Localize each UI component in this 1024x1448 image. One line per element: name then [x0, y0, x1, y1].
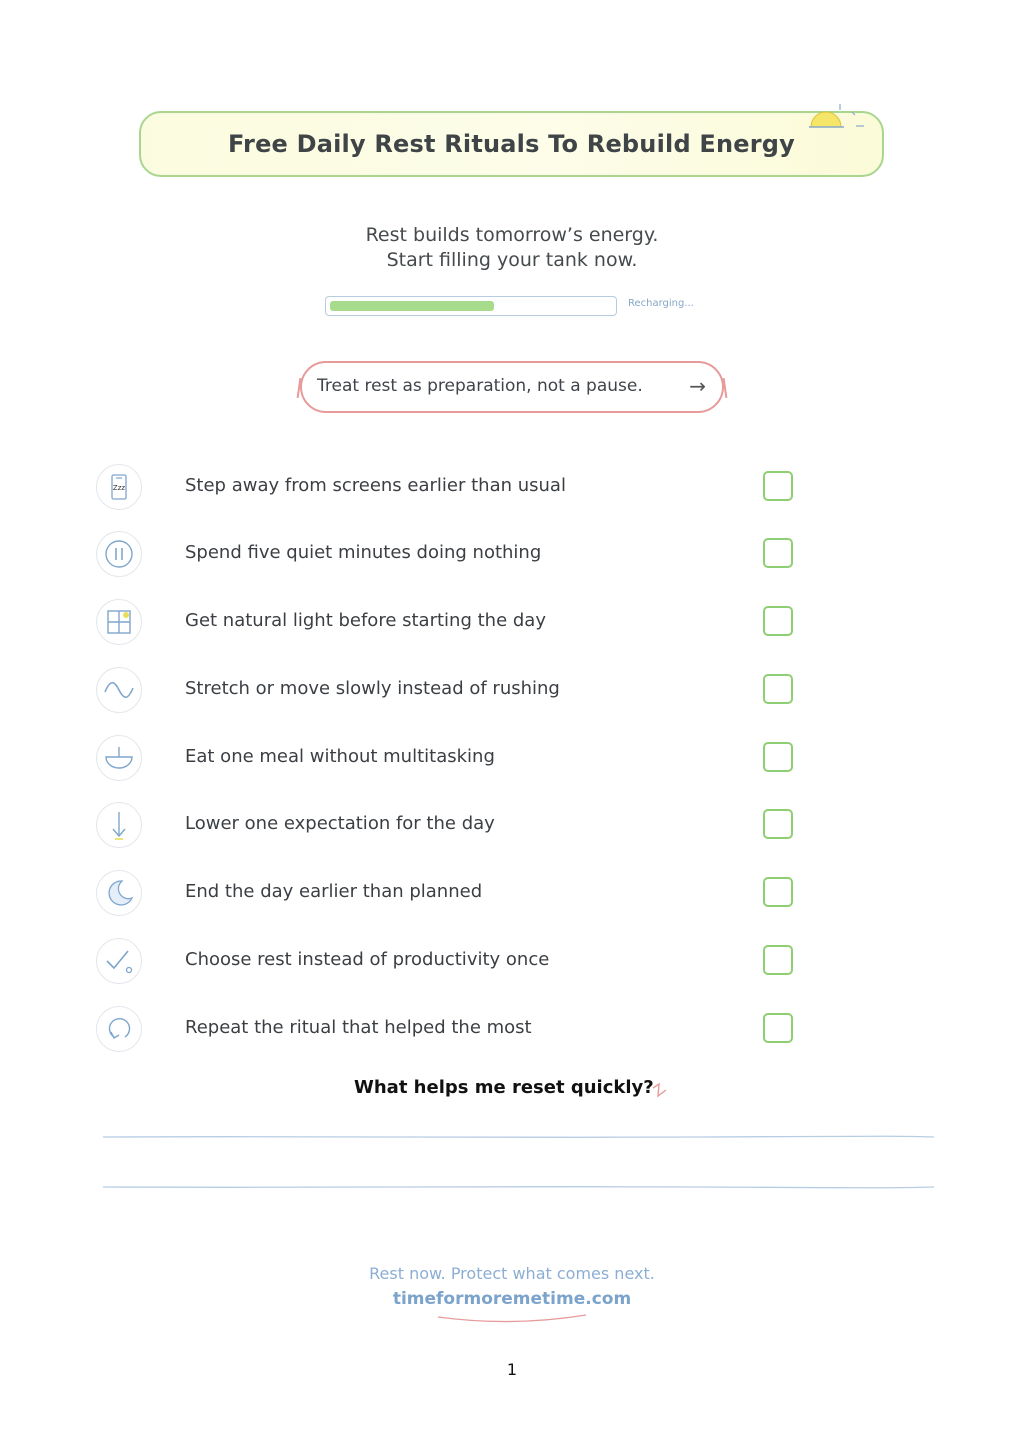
ritual-label: Repeat the ritual that helped the most: [185, 1017, 532, 1038]
wave-icon: [96, 667, 142, 713]
ritual-item: [96, 870, 806, 918]
ritual-item: [96, 802, 806, 850]
ritual-label: Step away from screens earlier than usual: [185, 475, 566, 496]
arrow-right-icon: →: [689, 374, 706, 398]
url-underline: [436, 1313, 588, 1325]
writing-line[interactable]: [103, 1184, 934, 1190]
intro-text: [0, 223, 1024, 273]
ritual-label: End the day earlier than planned: [185, 881, 483, 902]
ritual-label: Get natural light before starting the day: [185, 610, 546, 631]
ritual-item: [96, 599, 806, 647]
ritual-item: [96, 1006, 806, 1054]
ritual-label: Choose rest instead of productivity once: [185, 949, 550, 970]
ritual-label: Stretch or move slowly instead of rushing: [185, 678, 560, 699]
page-title: Free Daily Rest Rituals To Rebuild Energy: [227, 130, 796, 158]
ritual-label: Eat one meal without multitasking: [185, 746, 495, 767]
quote-tick-right: [723, 378, 728, 398]
reflection-question: What helps me reset quickly?: [354, 1077, 654, 1098]
repeat-icon: [96, 1006, 142, 1052]
sunrise-icon: [808, 100, 868, 134]
window-light-icon: [96, 599, 142, 645]
moon-icon: [96, 870, 142, 916]
title-banner: [139, 111, 884, 177]
ritual-checkbox[interactable]: [763, 1013, 793, 1043]
progress-fill: [330, 301, 494, 311]
ritual-checkbox[interactable]: [763, 809, 793, 839]
ritual-item: [96, 735, 806, 783]
ritual-checkbox[interactable]: [763, 538, 793, 568]
energy-progress-bar: [325, 296, 617, 316]
quote-tick-left: [297, 378, 302, 398]
checkmark-icon: [96, 938, 142, 984]
quote-text: Treat rest as preparation, not a pause.: [317, 376, 643, 396]
svg-text:Zzz: Zzz: [112, 484, 126, 492]
phone-sleep-icon: [96, 464, 142, 510]
ritual-checkbox[interactable]: [763, 877, 793, 907]
quote-banner: [300, 361, 724, 413]
ritual-checkbox[interactable]: [763, 742, 793, 772]
ritual-checkbox[interactable]: [763, 471, 793, 501]
pause-icon: [96, 531, 142, 577]
ritual-label: Lower one expectation for the day: [185, 813, 495, 834]
intro-line-1: Rest builds tomorrow’s energy.: [365, 224, 659, 246]
ritual-item: [96, 667, 806, 715]
footer-url-link[interactable]: timeformoremetime.com: [392, 1289, 632, 1309]
footer-tagline: Rest now. Protect what comes next.: [369, 1264, 655, 1283]
ritual-item: [96, 531, 806, 579]
ritual-checkbox[interactable]: [763, 606, 793, 636]
writing-line[interactable]: [103, 1134, 934, 1140]
ritual-checkbox[interactable]: [763, 945, 793, 975]
ritual-item: [96, 464, 806, 512]
bowl-icon: [96, 735, 142, 781]
zigzag-icon: [650, 1080, 670, 1100]
intro-line-2: Start filling your tank now.: [386, 249, 638, 271]
arrow-down-icon: [96, 802, 142, 848]
page-number: 1: [506, 1360, 518, 1379]
ritual-item: [96, 938, 806, 986]
ritual-checkbox[interactable]: [763, 674, 793, 704]
ritual-label: Spend five quiet minutes doing nothing: [185, 542, 542, 563]
progress-label: Recharging...: [628, 298, 694, 309]
